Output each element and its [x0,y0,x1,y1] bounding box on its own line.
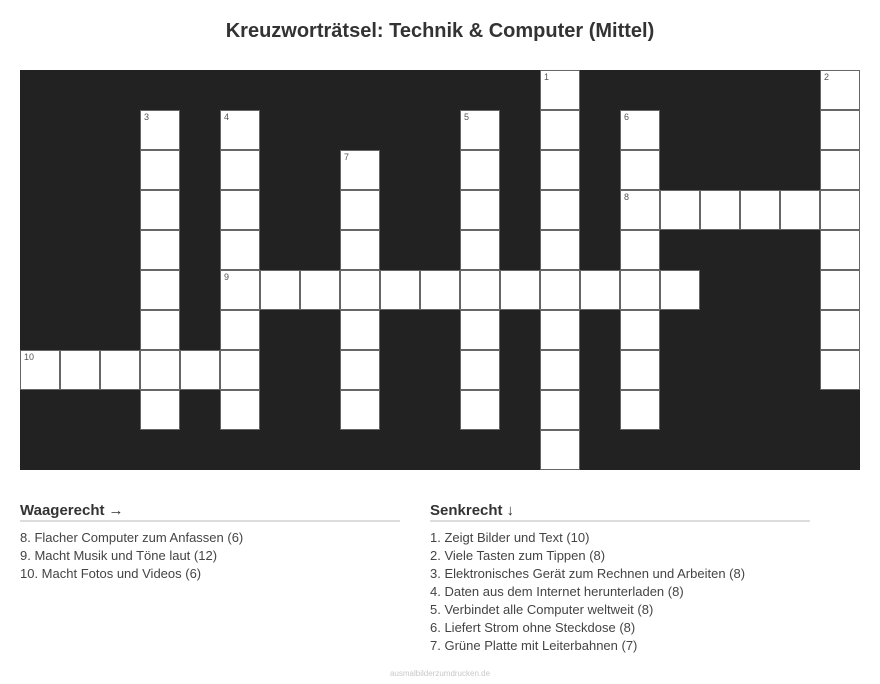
footer-credit: ausmalbilderzumdrucken.de [389,669,491,678]
clue-number: 7 [344,152,350,162]
grid-cell[interactable] [620,150,660,190]
grid-cell[interactable] [220,110,260,150]
grid-cell[interactable] [540,150,580,190]
grid-cell[interactable] [140,310,180,350]
clue-down-1: 1. Zeigt Bilder und Text (10) [430,530,590,545]
grid-cell[interactable] [140,230,180,270]
grid-cell[interactable] [540,70,580,110]
clue-number: 2 [824,72,830,82]
grid-cell[interactable] [820,150,860,190]
clue-number: 4 [224,112,230,122]
clue-down-2: 2. Viele Tasten zum Tippen (8) [430,548,606,563]
grid-cell[interactable] [340,310,380,350]
grid-cell[interactable] [620,350,660,390]
grid-cell[interactable] [540,110,580,150]
clue-across-10: 10. Macht Fotos und Videos (6) [20,566,202,581]
grid-cell[interactable] [140,150,180,190]
grid-cell[interactable] [540,310,580,350]
clue-down-3: 3. Elektronisches Gerät zum Rechnen und Arbeiten (8) [430,566,746,581]
grid-cell[interactable] [820,310,860,350]
grid-cell[interactable] [260,270,300,310]
grid-cell[interactable] [700,190,740,230]
grid-cell[interactable] [620,190,660,230]
clue-across-9: 9. Macht Musik und Töne laut (12) [20,548,218,563]
grid-cell[interactable] [820,230,860,270]
grid-cell[interactable] [660,270,700,310]
grid-cell[interactable] [460,350,500,390]
across-heading-label: Waagerecht [20,502,105,519]
grid-cell[interactable] [820,110,860,150]
grid-cell[interactable] [820,350,860,390]
clue-down-7: 7. Grüne Platte mit Leiterbahnen (7) [430,638,638,653]
clue-down-6: 6. Liefert Strom ohne Steckdose (8) [430,620,636,635]
grid-cell[interactable] [220,270,260,310]
down-heading [430,501,810,522]
grid-cell[interactable] [420,270,460,310]
grid-cell[interactable] [460,190,500,230]
grid-cell[interactable] [180,350,220,390]
grid-cell[interactable] [460,270,500,310]
grid-cell[interactable] [620,270,660,310]
grid-cell[interactable] [540,190,580,230]
grid-cell[interactable] [620,390,660,430]
grid-cell[interactable] [460,110,500,150]
grid-cell[interactable] [300,270,340,310]
across-clues [20,501,400,583]
grid-cell[interactable] [820,270,860,310]
clue-number: 6 [624,112,630,122]
down-clues [430,501,810,655]
down-clue-list [430,529,810,655]
grid-cell[interactable] [140,190,180,230]
grid-cell[interactable] [220,230,260,270]
clue-number: 5 [464,112,470,122]
grid-cell[interactable] [140,350,180,390]
grid-cell[interactable] [140,110,180,150]
across-heading [20,501,400,522]
clue-down-4: 4. Daten aus dem Internet herunterladen (8) [430,584,684,599]
clue-number: 9 [224,272,230,282]
grid-cell[interactable] [460,390,500,430]
crossword-grid [20,70,860,470]
down-heading-label: Senkrecht [430,502,503,519]
grid-cell[interactable] [340,350,380,390]
grid-cell[interactable] [620,110,660,150]
grid-cell[interactable] [820,70,860,110]
clue-down-5: 5. Verbindet alle Computer weltweit (8) [430,602,654,617]
clue-number: 10 [24,352,35,362]
grid-cell[interactable] [500,270,540,310]
grid-cell[interactable] [20,350,60,390]
grid-cell[interactable] [460,150,500,190]
arrow-right-icon: → [108,502,124,519]
arrow-down-icon: ↓ [506,502,515,519]
grid-cell[interactable] [220,350,260,390]
clue-number: 8 [624,192,630,202]
grid-cell[interactable] [540,430,580,470]
clue-number: 1 [544,72,550,82]
grid-cell[interactable] [620,310,660,350]
grid-cell[interactable] [340,150,380,190]
grid-cell[interactable] [540,350,580,390]
grid-cell[interactable] [140,390,180,430]
grid-cell[interactable] [580,270,620,310]
grid-cell[interactable] [220,310,260,350]
grid-cell[interactable] [460,310,500,350]
grid-cell[interactable] [740,190,780,230]
across-clue-list [20,529,400,583]
grid-cell[interactable] [140,270,180,310]
clue-number: 3 [144,112,150,122]
grid-cell[interactable] [100,350,140,390]
grid-cell[interactable] [340,270,380,310]
grid-cell[interactable] [340,390,380,430]
grid-cell[interactable] [540,270,580,310]
grid-cell[interactable] [340,190,380,230]
grid-cell[interactable] [60,350,100,390]
grid-cell[interactable] [380,270,420,310]
grid-cell[interactable] [620,230,660,270]
grid-cell[interactable] [340,230,380,270]
grid-cell[interactable] [540,390,580,430]
grid-cell[interactable] [220,390,260,430]
grid-cell[interactable] [820,190,860,230]
grid-cell[interactable] [540,230,580,270]
grid-cell[interactable] [780,190,820,230]
grid-cell[interactable] [660,190,700,230]
grid-cell[interactable] [220,150,260,190]
grid-cell[interactable] [460,230,500,270]
grid-cell[interactable] [220,190,260,230]
clue-across-8: 8. Flacher Computer zum Anfassen (6) [20,530,244,545]
page-title: Kreuzworträtsel: Technik & Computer (Mittel) [225,20,655,42]
